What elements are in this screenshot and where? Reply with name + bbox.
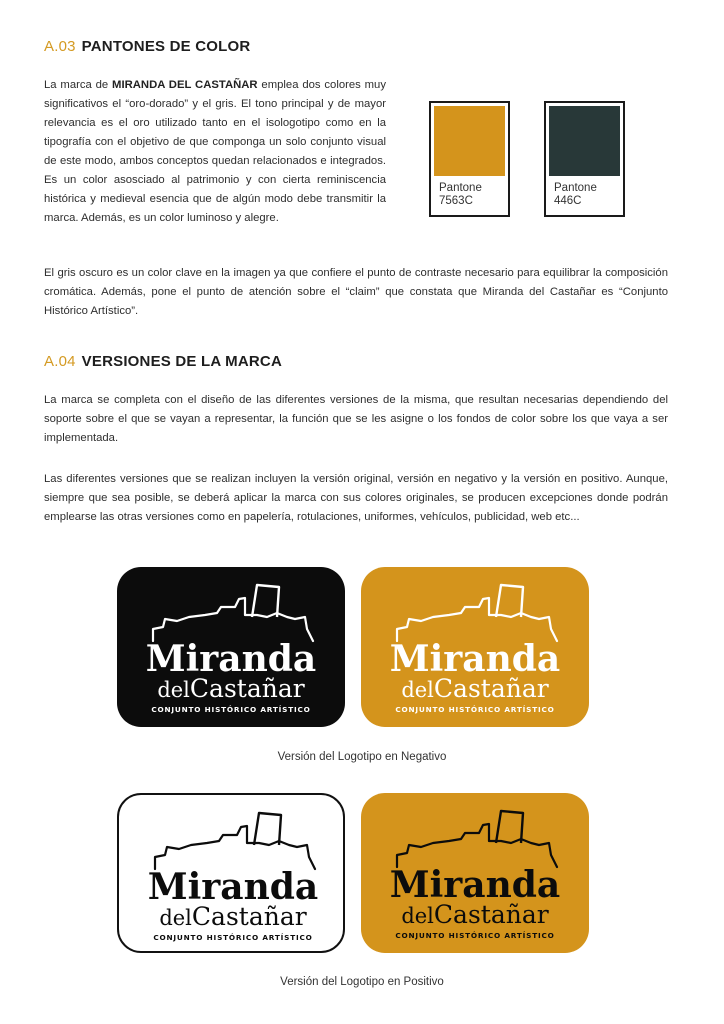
logo-word-castanar: delCastañar (401, 900, 549, 929)
castle-icon (153, 598, 313, 641)
logo-svg (119, 795, 345, 953)
caption-positive: Versión del Logotipo en Positivo (280, 976, 444, 988)
para-prefix: La marca de (44, 79, 113, 91)
logo-word-castanar: delCastañar (401, 674, 549, 703)
logo-svg (361, 793, 589, 953)
logo-word-castanar: delCastañar (159, 902, 307, 931)
brand-name: MIRANDA DEL CASTAÑAR (112, 79, 258, 91)
section-title-text: VERSIONES DE LA MARCA (81, 353, 282, 370)
logo-negative-black (117, 567, 345, 727)
logo-svg (361, 567, 589, 727)
section-a04-title (44, 353, 282, 370)
swatch-chip (549, 106, 620, 176)
swatch-name: Pantone (554, 182, 597, 194)
castle-icon (155, 826, 315, 869)
castle-icon (397, 598, 557, 641)
tower-icon (496, 811, 523, 843)
logo-word-castanar: delCastañar (157, 674, 305, 703)
para-rest: emplea dos colores muy significativos el “oro-dorado” y el gris. El tono principal y de mayor relevancia es el oro utilizado tanto en el isologotipo como en la tipografía con el objetivo de que componga un solo conjunto visual de este modo, ambos conceptos quedan relacionados e integrados. Es un color asosciado al patrimonio y con cierta reminiscencia histórica y medieval esencia que de algún modo debe transmitir la marca. Además, es un color luminoso y alegre. (44, 79, 386, 224)
logo-word-miranda: Miranda (389, 864, 561, 906)
logo-negative-gold (361, 567, 589, 727)
section-number: A.04 (44, 353, 76, 370)
logo-svg (117, 567, 345, 727)
section-number: A.03 (44, 38, 76, 55)
logo-claim: CONJUNTO HISTÓRICO ARTÍSTICO (395, 705, 555, 714)
tower-icon (252, 585, 279, 617)
logo-word-miranda: Miranda (389, 638, 561, 680)
a04-paragraph-1: La marca se completa con el diseño de las diferentes versiones de la misma, que resultan necesarias dependiendo del soporte sobre el que se vayan a representar, la función que se les asigne o los fondos de color sobre los que vaya a ser implementada. (44, 394, 668, 444)
logo-claim: CONJUNTO HISTÓRICO ARTÍSTICO (153, 933, 313, 942)
swatch-name: Pantone (439, 182, 482, 194)
pantone-swatch-grey (544, 101, 625, 217)
swatch-label (554, 182, 597, 208)
pantone-swatch-gold (429, 101, 510, 217)
swatch-code: 446C (554, 195, 582, 207)
tower-icon (254, 813, 281, 845)
logo-claim: CONJUNTO HISTÓRICO ARTÍSTICO (395, 931, 555, 940)
logo-positive-gold (361, 793, 589, 953)
logo-word-miranda: Miranda (147, 866, 319, 908)
logo-positive-white (117, 793, 345, 953)
logo-claim: CONJUNTO HISTÓRICO ARTÍSTICO (151, 705, 311, 714)
a04-paragraph-2: Las diferentes versiones que se realizan incluyen la versión original, versión en negativo y la versión en positivo. Aunque, siempre que sea posible, se deberá aplicar la marca con sus colores originales, se producen excepciones donde podrán emplearse las otras versiones como en papelería, rotulaciones, uniformes, vehículos, publicidad, web etc... (44, 473, 668, 523)
caption-negative: Versión del Logotipo en Negativo (277, 751, 447, 763)
swatch-chip (434, 106, 505, 176)
section-a03-title (44, 38, 250, 55)
section-title-text: PANTONES DE COLOR (81, 38, 251, 55)
castle-icon (397, 824, 557, 867)
swatch-label (439, 182, 482, 208)
tower-icon (496, 585, 523, 617)
a03-paragraph-2: El gris oscuro es un color clave en la imagen ya que confiere el punto de contraste necesario para equilibrar la composición cromática. Además, pone el punto de atención sobre el “claim” que constata que Miranda del Castañar es “Conjunto Histórico Artístico”. (44, 267, 668, 317)
swatch-code: 7563C (439, 195, 473, 207)
logo-word-miranda: Miranda (145, 638, 317, 680)
a03-paragraph-1 (44, 76, 386, 228)
